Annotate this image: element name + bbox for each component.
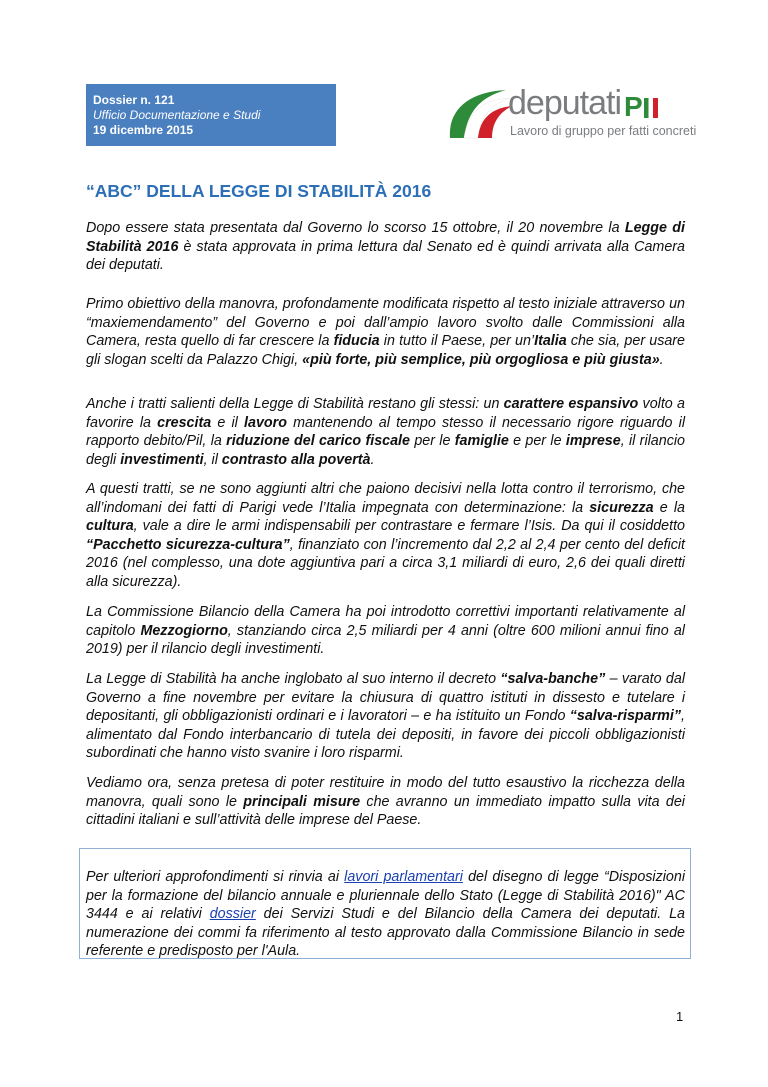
deputati-pd-logo: [444, 82, 697, 146]
bold-text: carattere espansivo: [503, 396, 639, 412]
text-run: , finanziato con l’incremento dal 2,2 al 2,4 per cento del deficit 2016 (nel complesso, una dote aggiuntiva pari a circa 3,1 miliardi di euro, 2,6 dei quali diretti alla sicurezza).: [86, 536, 685, 590]
text-run: e per le: [508, 433, 566, 450]
bold-text: contrasto alla povertà: [221, 451, 371, 468]
bold-text: principali misure: [243, 793, 361, 810]
bold-text: famiglie: [454, 433, 509, 450]
bold-text: “salva-banche”: [500, 671, 606, 687]
bold-text: sicurezza: [589, 499, 654, 516]
tricolor-swoosh-icon: [444, 82, 514, 146]
bold-text: Italia: [534, 333, 567, 350]
bold-text: Legge di Stabilità 2016: [86, 220, 686, 255]
note-middle: del disegno di legge “Disposizioni per la formazione del bilancio annuale e pluriennale dello Stato (Legge di Stabilità 2016)" AC 3444 e ai relativi: [86, 869, 686, 923]
text-run: , alimentato dal Fondo interbancario di tutela dei depositi, in favore dei piccoli obbligazionisti subordinati che hanno visto svanire i loro risparmi.: [86, 708, 685, 762]
text-run: volto a favorire la: [86, 396, 685, 431]
bold-text: cultura: [86, 518, 134, 535]
text-run: e il: [211, 414, 245, 431]
pd-logo-mark: P: [624, 91, 658, 123]
bold-text: Mezzogiorno: [140, 622, 228, 639]
lavori-parlamentari-link[interactable]: lavori parlamentari: [344, 869, 463, 885]
text-run: è stata approvata in prima lettura dal Senato ed è quindi arrivata alla Camera dei deputati.: [86, 238, 686, 274]
text-run: , stanziando circa 2,5 miliardi per 4 anni (oltre 600 milioni annui fino al 2019) per il rilancio degli investimenti.: [86, 622, 685, 658]
text-run: e la: [653, 499, 685, 516]
text-run: – varato dal Governo a fine novembre per evitare la chiusura di quattro istituti in dissesto e tutelare i depositanti, gli obbligazionisti ordinari e i lavoratori – e ha istituito un Fondo: [86, 671, 686, 725]
text-run: .: [370, 451, 375, 468]
dossier-date: 19 dicembre 2015: [93, 123, 194, 137]
text-run: Vediamo ora, senza pretesa di poter restituire in modo del tutto esaustivo la ricchezza della manovra, quali sono le: [86, 775, 685, 810]
text-run: , vale a dire le armi indispensabili per contrastare e fermare l’Isis. Da qui il cosiddetto: [133, 518, 685, 535]
text-run: .: [659, 351, 664, 368]
text-run: , il: [203, 451, 222, 468]
paragraph-security-culture: [86, 480, 685, 592]
bold-text: riduzione del carico fiscale: [226, 433, 410, 450]
note-end: dei Servizi Studi e del Bilancio della Camera dei deputati. La numerazione dei commi fa riferimento al testo approvato dalla Commissione Bilancio in sede referente e predisposto per l'Aula.: [86, 906, 685, 960]
text-run: La Legge di Stabilità ha anche inglobato al suo interno il decreto: [86, 671, 501, 687]
bold-text: lavoro: [244, 414, 287, 431]
bold-text: “Pacchetto sicurezza-cultura”: [86, 536, 290, 553]
text-run: in tutto il Paese, per un’: [379, 333, 535, 350]
text-run: Dopo essere stata presentata dal Governo lo scorso 15 ottobre, il 20 novembre la: [86, 220, 625, 236]
dossier-number: Dossier n. 121: [93, 93, 175, 107]
text-run: Anche i tratti salienti della Legge di Stabilità restano gli stessi: un: [86, 396, 504, 412]
page-number: 1: [676, 1009, 684, 1024]
text-run: Primo obiettivo della manovra, profondamente modificata rispetto al testo iniziale attraverso un “maxiemendamento” del Governo e poi dall’ampio lavoro svolto dalle Commissioni alla Camera, resta quello di far crescere la: [86, 296, 685, 350]
paragraph-intro: [86, 219, 685, 275]
bold-text: “salva-risparmi”: [569, 708, 682, 725]
bold-text: investimenti: [120, 451, 204, 468]
bold-text: crescita: [157, 414, 212, 431]
text-run: , il rilancio degli: [86, 433, 685, 468]
text-run: che sia, per usare gli slogan scelti da Palazzo Chigi,: [86, 333, 686, 368]
text-run: mantenendo al tempo stesso il necessario rigore riguardo il rapporto debito/Pil, la: [86, 414, 685, 450]
paragraph-salva-banche: [86, 670, 685, 763]
logo-tagline: Lavoro di gruppo per fatti concreti: [510, 124, 697, 138]
dossier-link[interactable]: dossier: [209, 906, 256, 923]
bold-text: fiducia: [333, 333, 380, 350]
dossier-header-box: [86, 84, 336, 146]
paragraph-mezzogiorno: [86, 603, 685, 659]
text-run: La Commissione Bilancio della Camera ha poi introdotto correttivi importanti relativamente al capitolo: [86, 604, 685, 639]
text-run: per le: [409, 433, 455, 450]
bold-text: «più forte, più semplice, più orgogliosa e più giusta»: [302, 351, 660, 368]
text-run: che avranno un immediato impatto sulla vita dei cittadini italiani e sull’attività delle imprese del Paese.: [86, 793, 685, 829]
note-text: [86, 868, 685, 961]
note-intro: Per ulteriori approfondimenti si rinvia ai: [86, 869, 345, 885]
bold-text: imprese: [565, 433, 621, 450]
logo-wordmark: deputati: [508, 84, 621, 122]
paragraph-objective: [86, 295, 685, 369]
paragraph-key-features: [86, 395, 685, 469]
dossier-office: Ufficio Documentazione e Studi: [93, 108, 261, 122]
text-run: A questi tratti, se ne sono aggiunti altri che paiono decisivi nella lotta contro il terrorismo, che all’indomani dei fatti di Parigi vede l’Italia impegnata con determinazione: la: [86, 481, 685, 516]
paragraph-main-measures: [86, 774, 685, 830]
document-title: “ABC” DELLA LEGGE DI STABILITÀ 2016: [86, 181, 432, 201]
